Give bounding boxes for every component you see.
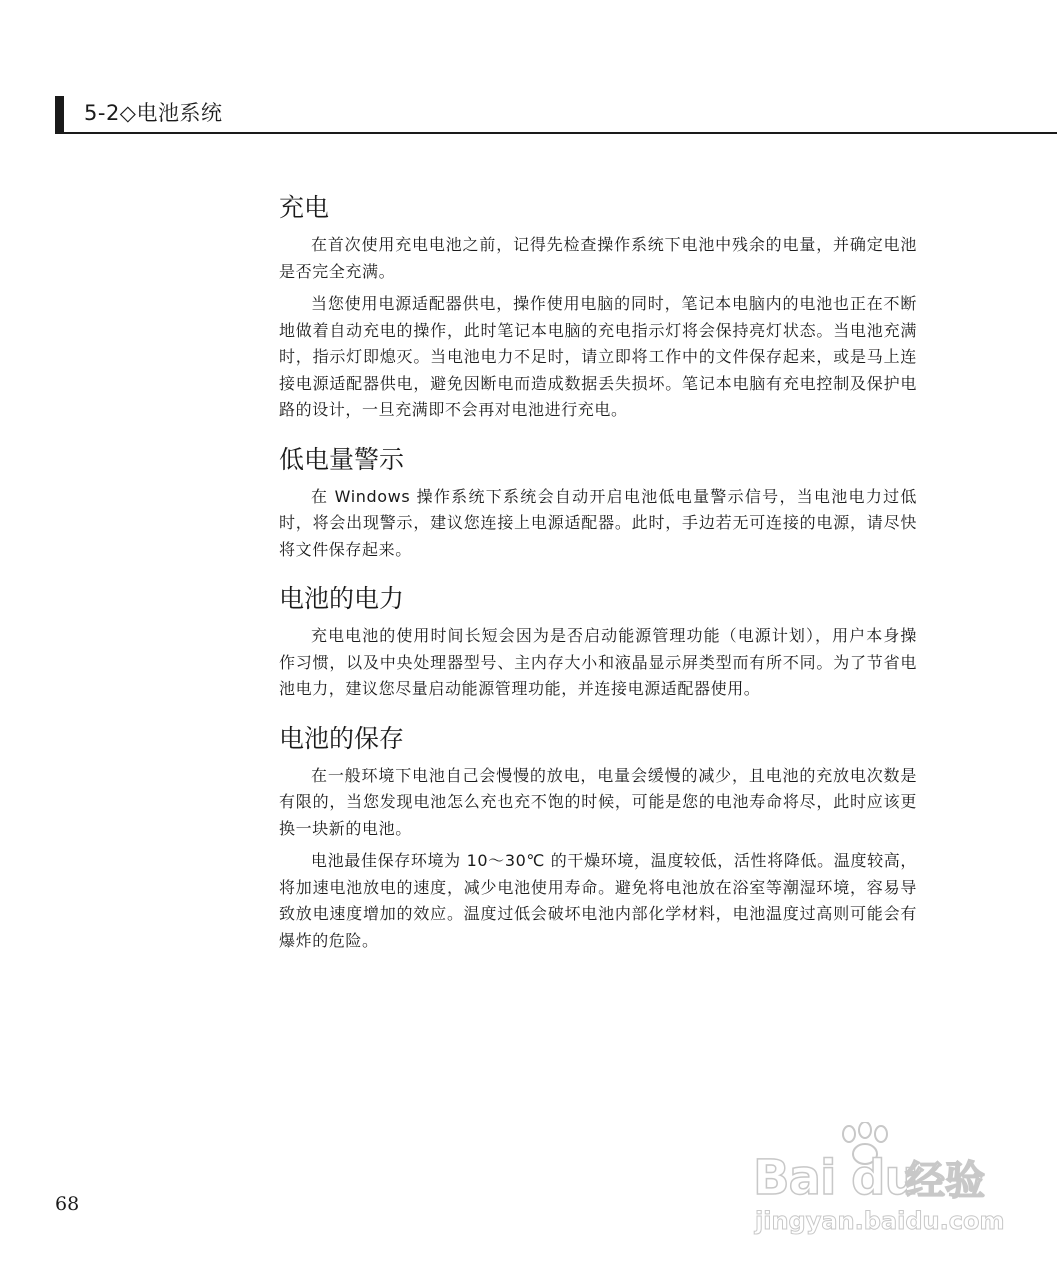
section-battery-storage xyxy=(279,721,917,955)
paragraph: 在首次使用充电电池之前，记得先检查操作系统下电池中残余的电量，并确定电池是否完全充满。 xyxy=(279,235,917,281)
section-heading: 电池的保存 xyxy=(279,723,405,753)
paragraph: 在 Windows 操作系统下系统会自动开启电池低电量警示信号，当电池电力过低时，将会出现警示，建议您连接上电源适配器。此时，手边若无可连接的电源，请尽快将文件保存起来。 xyxy=(279,486,917,559)
header-rule xyxy=(55,132,1057,134)
section-heading: 电池的电力 xyxy=(279,584,405,613)
section-charging xyxy=(279,190,917,424)
chapter-header-title: 5-2◇电池系统 xyxy=(84,101,223,125)
section-heading: 低电量警示 xyxy=(279,444,405,474)
page-content xyxy=(279,190,917,960)
paragraph: 在一般环境下电池自己会慢慢的放电，电量会缓慢的减少，且电池的充放电次数是有限的，当您发现电池怎么充也充不饱的时候，可能是您的电池寿命将尽，此时应该更换一块新的电池。 xyxy=(279,765,917,838)
watermark-url: jingyan.baidu.com xyxy=(755,1207,1005,1235)
paragraph: 当您使用电源适配器供电，操作使用电脑的同时，笔记本电脑内的电池也正在不断地做着自动充电的操作，此时笔记本电脑的充电指示灯将会保持亮灯状态。当电池充满时，指示灯即熄灭。当电池电力不足时，请立即将工作中的文件保存起来，或是马上连接电源适配器供电，避免因断电而造成数据丢失损坏。笔记本电脑有充电控制及保护电路的设计，一旦充满即不会再对电池进行充电。 xyxy=(279,294,917,419)
paragraph: 电池最佳保存环境为 10～30℃ 的干燥环境，温度较低，活性将降低。温度较高，将加速电池放电的速度，减少电池使用寿命。避免将电池放在浴室等潮湿环境，容易导致放电速度增加的效应。温度过低会破坏电池内部化学材料，电池温度过高则可能会有爆炸的危险。 xyxy=(279,851,917,950)
paragraph: 充电电池的使用时间长短会因为是否启动能源管理功能（电源计划），用户本身操作习惯，以及中央处理器型号、主内存大小和液晶显示屏类型而有所不同。为了节省电池电力，建议您尽量启动能源管理功能，并连接电源适配器使用。 xyxy=(279,626,917,698)
watermark-cn: 经验 xyxy=(905,1158,985,1204)
header-accent-bar xyxy=(55,96,64,134)
section-low-battery-warning xyxy=(279,442,917,564)
baidu-watermark xyxy=(745,1120,1005,1240)
section-battery-power xyxy=(279,581,917,703)
watermark-brand: Bai du xyxy=(753,1150,918,1206)
page-number: 68 xyxy=(55,1193,80,1215)
section-heading: 充电 xyxy=(279,193,330,222)
